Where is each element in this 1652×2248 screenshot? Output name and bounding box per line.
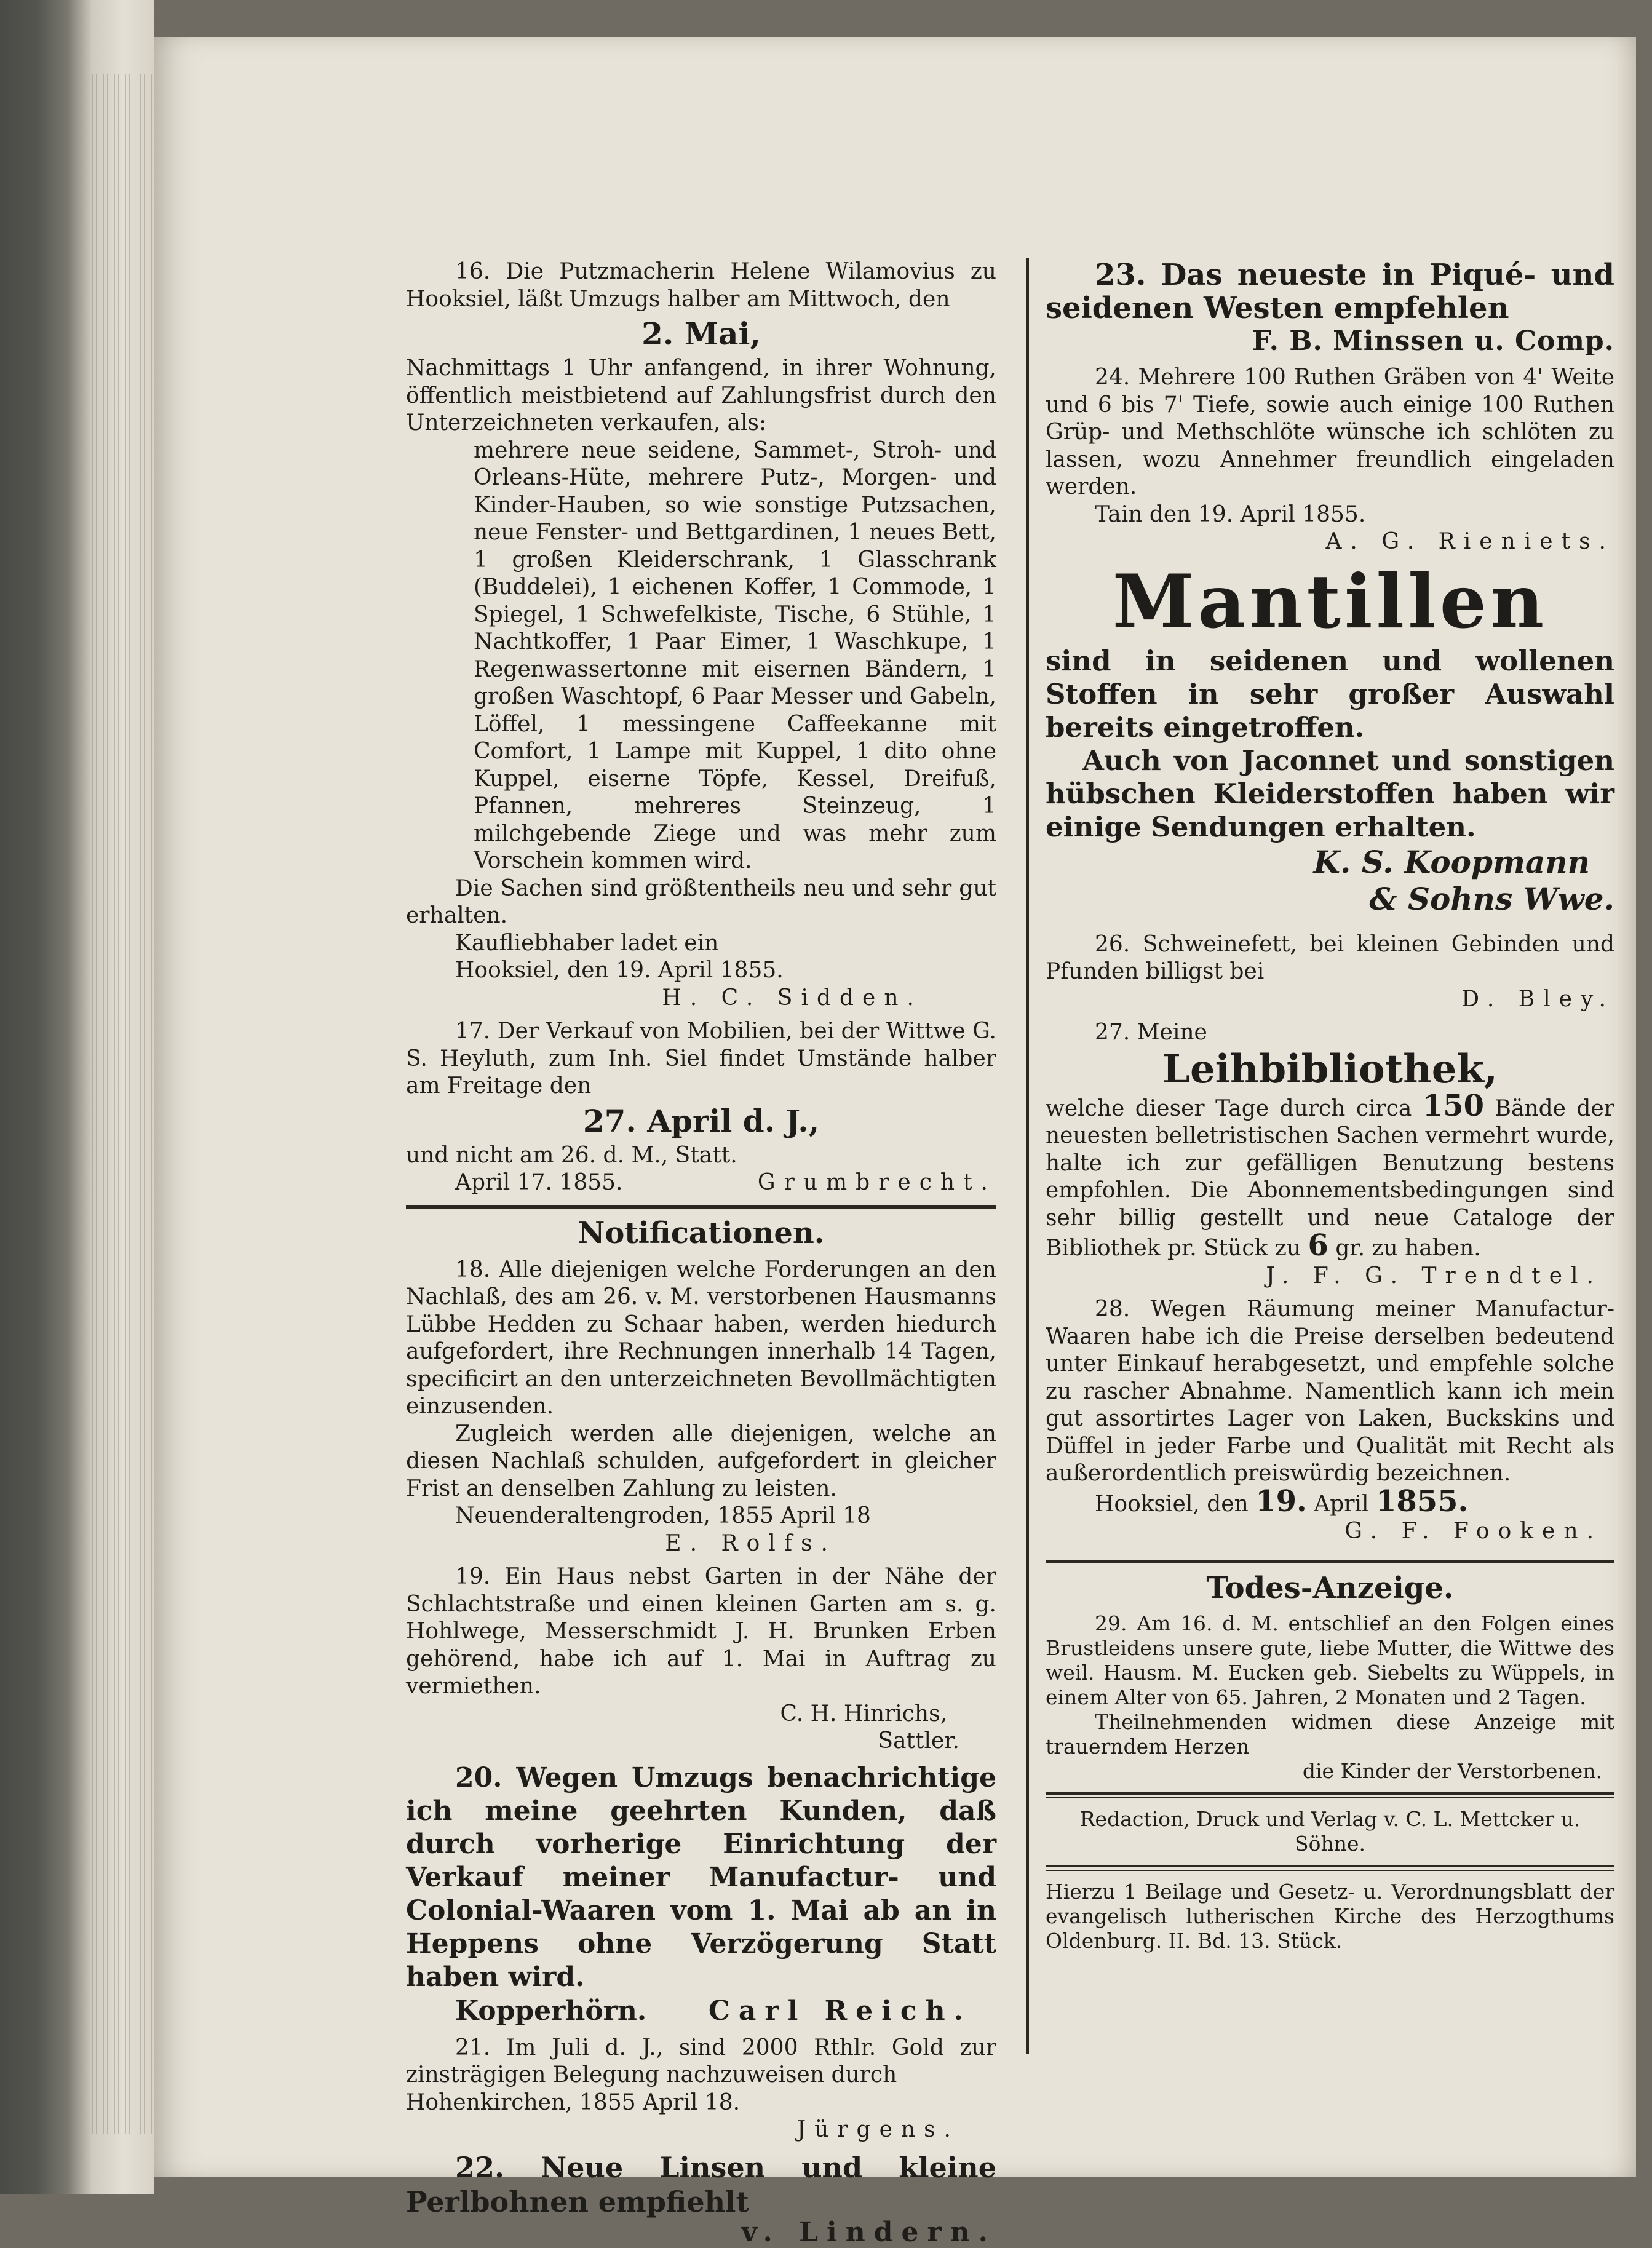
mantillen-text-1: sind in seidenen und wollenen Stoffen in sehr großer Auswahl bereits eingetroffen. (1046, 644, 1614, 744)
notice-27-price: 6 (1308, 1228, 1328, 1263)
notice-16-signature: H. C. Sidden. (662, 985, 923, 1011)
notice-26-signature: D. Bley. (1461, 986, 1614, 1012)
notice-17-intro: 17. Der Verkauf von Mobilien, bei der Wittwe G. S. Heyluth, zum Inh. Siel findet Umstände halber am Freitage den (406, 1019, 996, 1098)
mantillen-heading: Mantillen (1112, 558, 1548, 645)
notice-16-intro: 16. Die Putzmacherin Helene Wilamovius zu Hooksiel, läßt Umzugs halber am Mittwoch, den (406, 259, 996, 312)
column-divider (1026, 258, 1029, 2054)
notice-27-count: 150 (1422, 1088, 1485, 1123)
notice-27-signature: J. F. G. Trendtel. (1266, 1263, 1602, 1289)
notice-28-place-a: Hooksiel, den (1095, 1491, 1249, 1517)
right-column (1046, 258, 1614, 1953)
notice-16-date: 2. Mai, (641, 316, 761, 352)
notice-21-signature: Jürgens. (796, 2117, 959, 2142)
notificationen-heading: Notificationen. (578, 1215, 825, 1250)
notice-16-list: mehrere neue seidene, Sammet-, Stroh- und Orleans-Hüte, mehrere Putz-, Morgen- und Kinder-Hauben, so wie sonstige Putzsachen, neue Fenster- und Bettgardinen, 1 neues Bett, 1 großen Kleiderschrank, 1 Glasschrank (Buddelei), 1 eichenen Koffer, 1 Commode, 1 Spiegel, 1 Schwefelkiste, Tische, 6 Stühle, 1 Nachtkoffer, 1 Paar Eimer, 1 Waschkupe, 1 Regenwassertonne mit eisernen Bändern, 1 großen Waschtopf, 6 Paar Messer und Gabeln, Löffel, 1 messingene Caffeekanne mit Comfort, 1 Lampe mit Kuppel, 1 dito ohne Kuppel, eiserne Töpfe, Kessel, Dreifuß, Pfannen, mehreres Steinzeug, 1 milchgebende Ziege und was mehr zum Vorschein kommen wird. (474, 437, 996, 873)
notice-28-signature: G. F. Fooken. (1344, 1519, 1602, 1544)
notice-23-text: 23. Das neueste in Piqué- und seidenen Westen empfehlen (1046, 258, 1614, 325)
notice-17-body: und nicht am 26. d. M., Statt. (406, 1142, 737, 1168)
imprint-rule-2 (1046, 1865, 1614, 1871)
notice-17-place: April 17. 1855. (455, 1170, 623, 1195)
notice-29-p1: 29. Am 16. d. M. entschlief an den Folgen eines Brustleidens unsere gute, liebe Mutter, die Wittwe des weil. Hausm. M. Eucken geb. Siebelts zu Wüppels, in einem Alter von 65. Jahren, 2 Monaten und 2 Tagen. (1046, 1611, 1614, 1709)
book-page-edges (0, 0, 154, 2194)
notice-20-footer (406, 1994, 996, 2028)
mantillen-firm-line-1: K. S. Koopmann (1313, 843, 1590, 880)
notice-27-intro: 27. Meine (1095, 1020, 1207, 1045)
imprint: Redaction, Druck und Verlag v. C. L. Mettcker u. Söhne. (1079, 1806, 1581, 1856)
notice-18-signature: E. Rolfs. (665, 1530, 836, 1556)
todes-anzeige-heading: Todes-Anzeige. (1206, 1570, 1454, 1605)
notice-18-place: Neuenderaltengroden, 1855 April 18 (455, 1503, 871, 1528)
notice-18-p1: 18. Alle diejenigen welche Forderungen an den Nachlaß, des am 26. v. M. verstorbenen Hausmanns Lübbe Hedden zu Schaar haben, werden hiedurch aufgefordert, ihre Rechnungen innerhalb 14 Tagen, specificirt an den unterzeichneten Bevollmächtigten einzusenden. (406, 1257, 996, 1419)
notice-20-place: Kopperhörn. (455, 1995, 647, 2027)
notice-17-signature: Grumbrecht. (757, 1170, 996, 1195)
notice-19-p1: 19. Ein Haus nebst Garten in der Nähe der Schlachtstraße und einen kleinen Garten am s. g. Hohlwege, Messerschmidt J. H. Brunken Erben gehörend, habe ich auf 1. Mai in Auftrag zu vermiethen. (406, 1564, 996, 1699)
notice-27-body (1046, 1088, 1614, 1263)
notice-16-place: Hooksiel, den 19. April 1855. (455, 958, 784, 983)
beilage-note: Hierzu 1 Beilage und Gesetz- u. Verordnungsblatt der evangelisch lutherischen Kirche des Herzogthums Oldenburg. II. Bd. 13. Stück. (1046, 1879, 1614, 1953)
section-divider (406, 1205, 996, 1209)
notice-16-p3: Kaufliebhaber ladet ein (455, 930, 719, 956)
notice-27-text-a: welche dieser Tage durch circa (1046, 1095, 1412, 1121)
notice-21-place: Hohenkirchen, 1855 April 18. (406, 2089, 741, 2115)
notice-27-text-c: gr. zu haben. (1335, 1236, 1481, 1261)
left-column (406, 258, 996, 2246)
notice-16-p2: Die Sachen sind größtentheils neu und sehr gut erhalten. (406, 875, 996, 928)
notice-23-firm: F. B. Minssen u. Comp. (1252, 325, 1614, 357)
notice-19-signature: C. H. Hinrichs, (780, 1701, 947, 1726)
notice-19-signature-title: Sattler. (878, 1728, 959, 1754)
notice-16-body: Nachmittags 1 Uhr anfangend, in ihrer Wohnung, öffentlich meistbietend auf Zahlungsfrist durch den Unterzeichneten verkaufen, als: (406, 355, 996, 435)
notice-28-month: April (1314, 1491, 1369, 1517)
notice-21-p1: 21. Im Juli d. J., sind 2000 Rthlr. Gold zur zinsträgigen Belegung nachzuweisen durch (406, 2035, 996, 2087)
notice-28-p1: 28. Wegen Räumung meiner Manufactur-Waaren habe ich die Preise derselben bedeutend unter Einkauf herabgesetzt, und empfehle solche zu rascher Abnahme. Namentlich kann ich mein gut assortirtes Lager von Laken, Buckskins und Düffel in jeder Farbe und Qualität mit Recht als außerordentlich preiswürdig bezeichnen. (1046, 1297, 1614, 1486)
imprint-rule (1046, 1792, 1614, 1798)
notice-29-signature: die Kinder der Verstorbenen. (1302, 1758, 1602, 1783)
notice-22-p1: 22. Neue Linsen und kleine Perlbohnen empfiehlt (406, 2150, 996, 2218)
notice-29-p2: Theilnehmenden widmen diese Anzeige mit trauerndem Herzen (1046, 1709, 1614, 1758)
notice-24-p1: 24. Mehrere 100 Ruthen Gräben von 4' Weite und 6 bis 7' Tiefe, sowie auch einige 100 Ruthen Grüp- und Methschlöte wünsche ich schlöten zu lassen, wozu Annehmer freundlich eingeladen werden. (1046, 365, 1614, 499)
notice-24-signature: A. G. Rieniets. (1325, 529, 1614, 554)
leihbibliothek-heading: Leihbibliothek, (1162, 1046, 1498, 1092)
mantillen-text-2: Auch von Jaconnet und sonstigen hübschen Kleiderstoffen haben wir einige Sendungen erhalten. (1046, 744, 1614, 843)
notice-17-footer (406, 1169, 996, 1197)
notice-22-signature: v. Lindern. (741, 2216, 996, 2248)
notice-28-day: 19. (1255, 1483, 1307, 1519)
notice-18-p2: Zugleich werden alle diejenigen, welche an diesen Nachlaß schulden, aufgefordert in gleicher Frist an denselben Zahlung zu leisten. (406, 1421, 996, 1501)
notice-26-p1: 26. Schweinefett, bei kleinen Gebinden und Pfunden billigst bei (1046, 931, 1614, 984)
notice-24-place: Tain den 19. April 1855. (1095, 501, 1366, 527)
newspaper-page (154, 37, 1636, 2248)
notice-28-place (1046, 1483, 1614, 1519)
notice-17-date: 27. April d. J., (582, 1102, 820, 1139)
notice-20-signature: Carl Reich. (708, 1995, 972, 2027)
section-divider-2 (1046, 1560, 1614, 1563)
mantillen-firm-line-2: & Sohns Wwe. (1369, 880, 1614, 917)
notice-28-year: 1855. (1375, 1483, 1469, 1519)
notice-27-text-b: Bände der neuesten belletristischen Sachen vermehrt wurde, halte ich zur gefälligen Benutzung bestens empfohlen. Die Abonnementsbedingungen sind sehr billig gestellt und neue Cataloge der Bibliothek pr. Stück zu (1046, 1095, 1614, 1261)
notice-20-p1: 20. Wegen Umzugs benachrichtige ich meine geehrten Kunden, daß durch vorherige Einrichtung der Verkauf meiner Manufactur- und Colonial-Waaren vom 1. Mai ab an in Heppens ohne Verzögerung Statt haben wird. (406, 1761, 996, 1993)
